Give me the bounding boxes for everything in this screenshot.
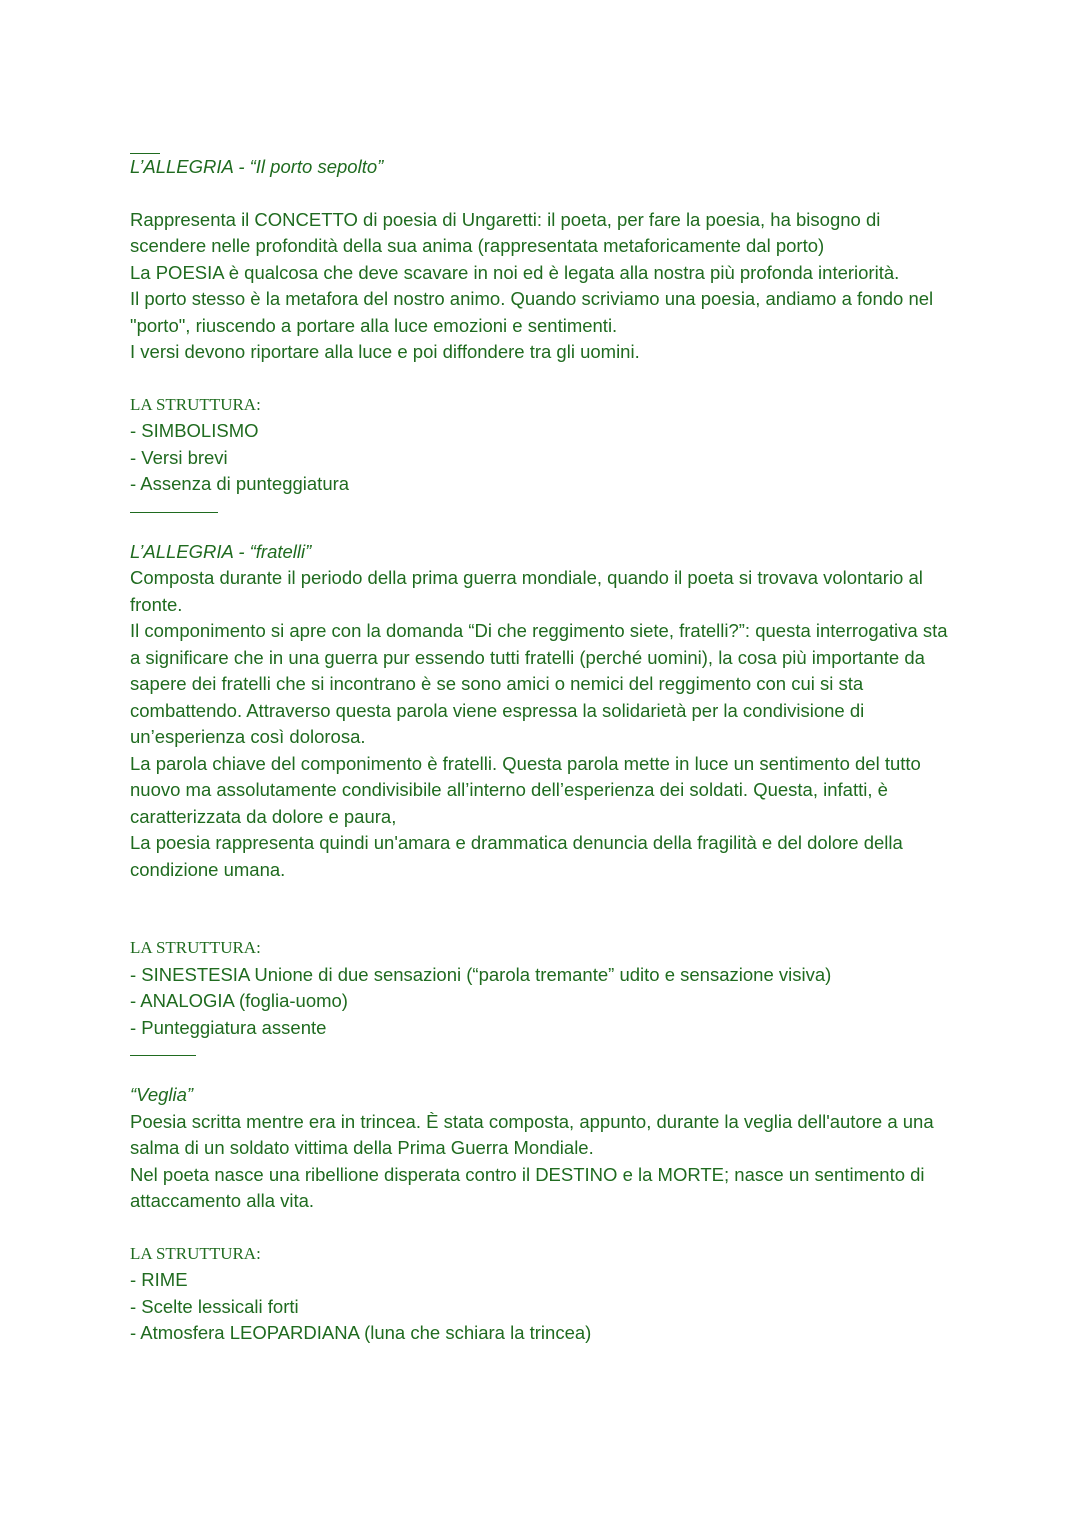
structure-heading: LA STRUTTURA:: [130, 938, 261, 957]
list-item: - SINESTESIA Unione di due sensazioni (“parola tremante” udito e sensazione visiva): [130, 963, 832, 985]
section-veglia: [130, 1082, 950, 1347]
paragraph: Rappresenta il CONCETTO di poesia di Ungaretti: il poeta, per fare la poesia, ha bisogno di scendere nelle profondità della sua anima (rappresentata metaforicamente dal porto): [130, 208, 881, 256]
paragraph: I versi devono riportare alla luce e poi diffondere tra gli uomini.: [130, 341, 640, 362]
paragraph: La poesia rappresenta quindi un'amara e drammatica denuncia della fragilità e del dolore della condizione umana.: [130, 832, 903, 880]
list-item: - ANALOGIA (foglia-uomo): [130, 990, 348, 1011]
structure-heading: LA STRUTTURA:: [130, 1243, 261, 1263]
structure-list: [130, 1267, 950, 1347]
list-item: - Punteggiatura assente: [130, 1016, 327, 1038]
structure-list: [130, 962, 950, 1042]
paragraph: Poesia scritta mentre era in trincea. È stata composta, appunto, durante la veglia dell'autore a una salma di un soldato vittima della Prima Guerra Mondiale.: [130, 1110, 934, 1158]
list-item: - Assenza di punteggiatura: [130, 473, 350, 494]
section-fratelli: [130, 539, 950, 1042]
paragraph: La parola chiave del componimento è fratelli. Questa parola mette in luce un sentimento del tutto nuovo ma assolutamente condivisibile all’interno dell’esperienza dei soldati. Questa, infatti, è caratterizzata da dolore e paura,: [130, 752, 921, 827]
paragraph: Il componimento si apre con la domanda “Di che reggimento siete, fratelli?”: questa interrogativa sta a significare che in una guerra pur essendo tutti fratelli (perché uomini), la cosa più importante da sapere dei fratelli che si incontrano è se sono amici o nemici del reggimento con cui si sta combattendo. Attraverso questa parola viene espressa la solidarietà per la condivisione di un’esperienza così dolorosa.: [130, 620, 948, 747]
section-title: L’ALLEGRIA - “Il porto sepolto”: [130, 156, 384, 177]
paragraph: Composta durante il periodo della prima guerra mondiale, quando il poeta si trovava volontario al fronte.: [130, 567, 923, 615]
section-title: L’ALLEGRIA - “fratelli”: [130, 540, 312, 562]
list-item: - Scelte lessicali forti: [130, 1295, 299, 1317]
paragraph: Nel poeta nasce una ribellione disperata contro il DESTINO e la MORTE; nasce un sentimento di attaccamento alla vita.: [130, 1163, 925, 1211]
structure-heading: LA STRUTTURA:: [130, 394, 261, 414]
section-title: “Veglia”: [130, 1084, 194, 1105]
paragraph: Il porto stesso è la metafora del nostro animo. Quando scriviamo una poesia, andiamo a fondo nel "porto", riuscendo a portare alla luce emozioni e sentimenti.: [130, 288, 934, 336]
list-item: - Versi brevi: [130, 446, 228, 468]
section-il-porto-sepolto: [130, 154, 950, 498]
list-item: - SIMBOLISMO: [130, 420, 259, 441]
paragraph: La POESIA è qualcosa che deve scavare in noi ed è legata alla nostra più profonda interiorità.: [130, 261, 900, 283]
list-item: - Atmosfera LEOPARDIANA (luna che schiara la trincea): [130, 1322, 592, 1343]
list-item: - RIME: [130, 1269, 188, 1290]
document-page: [130, 140, 950, 1347]
structure-list: [130, 418, 950, 498]
